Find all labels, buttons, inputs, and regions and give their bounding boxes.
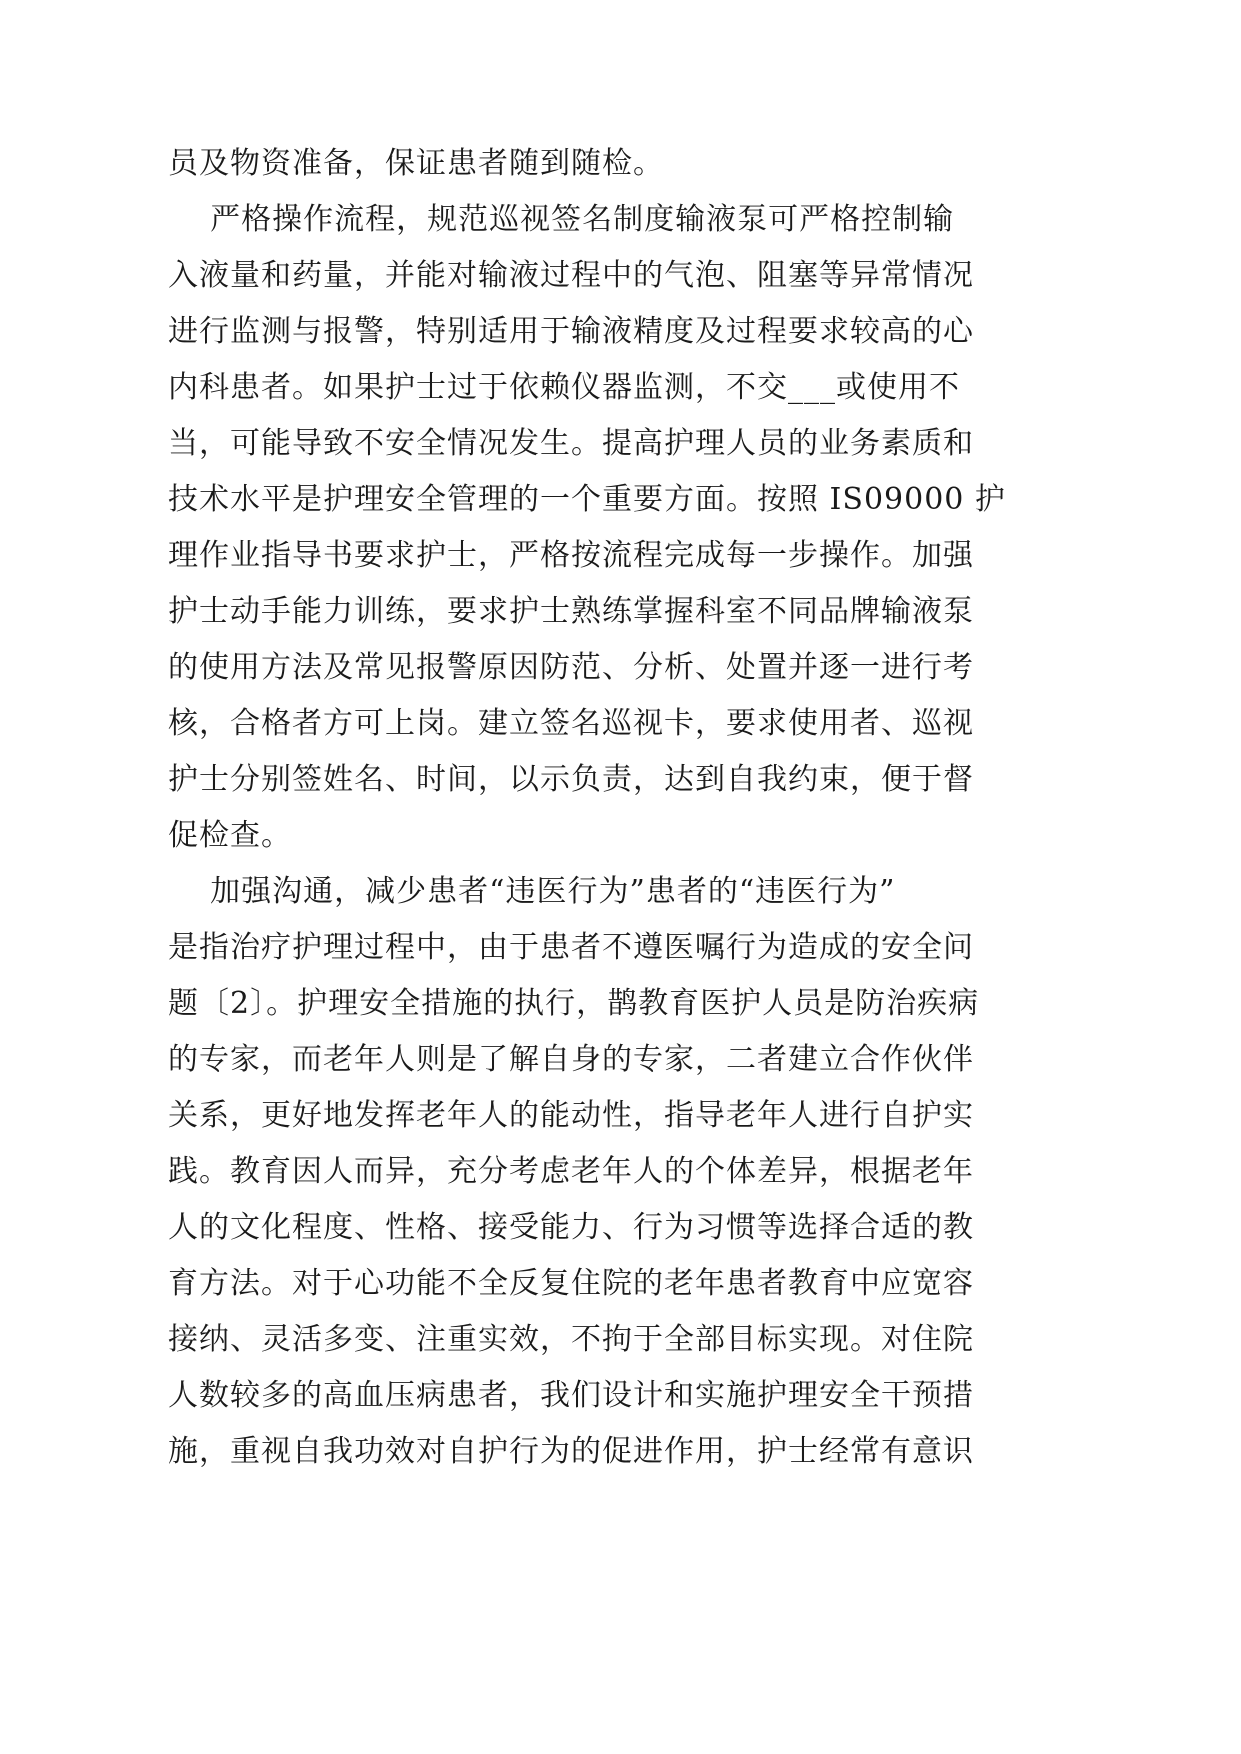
text-line: 内科患者。如果护士过于依赖仪器监测，不交___或使用不 [168, 370, 960, 405]
text-line: 施，重视自我功效对自护行为的促进作用，护士经常有意识 [168, 1434, 974, 1469]
text-line: 育方法。对于心功能不全反复住院的老年患者教育中应宽容 [168, 1266, 974, 1301]
text-line: 人数较多的高血压病患者，我们设计和实施护理安全干预措 [168, 1378, 974, 1413]
text-line: 护士分别签姓名、时间，以示负责，达到自我约束，便于督 [168, 762, 974, 797]
text-line: 人的文化程度、性格、接受能力、行为习惯等选择合适的教 [168, 1210, 974, 1245]
text-line: 促检查。 [168, 818, 292, 853]
text-line: 的专家，而老年人则是了解自身的专家，二者建立合作伙伴 [168, 1042, 974, 1077]
text-line: 护士动手能力训练，要求护士熟练掌握科室不同品牌输液泵 [168, 594, 974, 629]
text-line: 当，可能导致不安全情况发生。提高护理人员的业务素质和 [168, 426, 974, 461]
text-line: 核，合格者方可上岗。建立签名巡视卡，要求使用者、巡视 [168, 706, 974, 741]
text-line: 题〔2〕。护理安全措施的执行，鹊教育医护人员是防治疾病 [168, 986, 980, 1021]
text-line: 是指治疗护理过程中，由于患者不遵医嘱行为造成的安全问 [168, 930, 974, 965]
text-line: 理作业指导书要求护士，严格按流程完成每一步操作。加强 [168, 538, 974, 573]
text-line: 的使用方法及常见报警原因防范、分析、处置并逐一进行考 [168, 650, 974, 685]
text-line: 接纳、灵活多变、注重实效，不拘于全部目标实现。对住院 [168, 1322, 974, 1357]
text-line: 践。教育因人而异，充分考虑老年人的个体差异，根据老年 [168, 1154, 974, 1189]
text-line: 进行监测与报警，特别适用于输液精度及过程要求较高的心 [168, 314, 974, 349]
text-line: 严格操作流程，规范巡视签名制度输液泵可严格控制输 [168, 202, 955, 237]
text-line: 入液量和药量，并能对输液过程中的气泡、阻塞等异常情况 [168, 258, 974, 293]
text-line: 技术水平是护理安全管理的一个重要方面。按照 IS09000 护 [168, 482, 1006, 517]
text-line: 加强沟通，减少患者“违医行为”患者的“违医行为” [168, 874, 896, 909]
body-text [168, 136, 1006, 1480]
text-line: 员及物资准备，保证患者随到随检。 [168, 146, 664, 181]
text-line: 关系，更好地发挥老年人的能动性，指导老年人进行自护实 [168, 1098, 974, 1133]
